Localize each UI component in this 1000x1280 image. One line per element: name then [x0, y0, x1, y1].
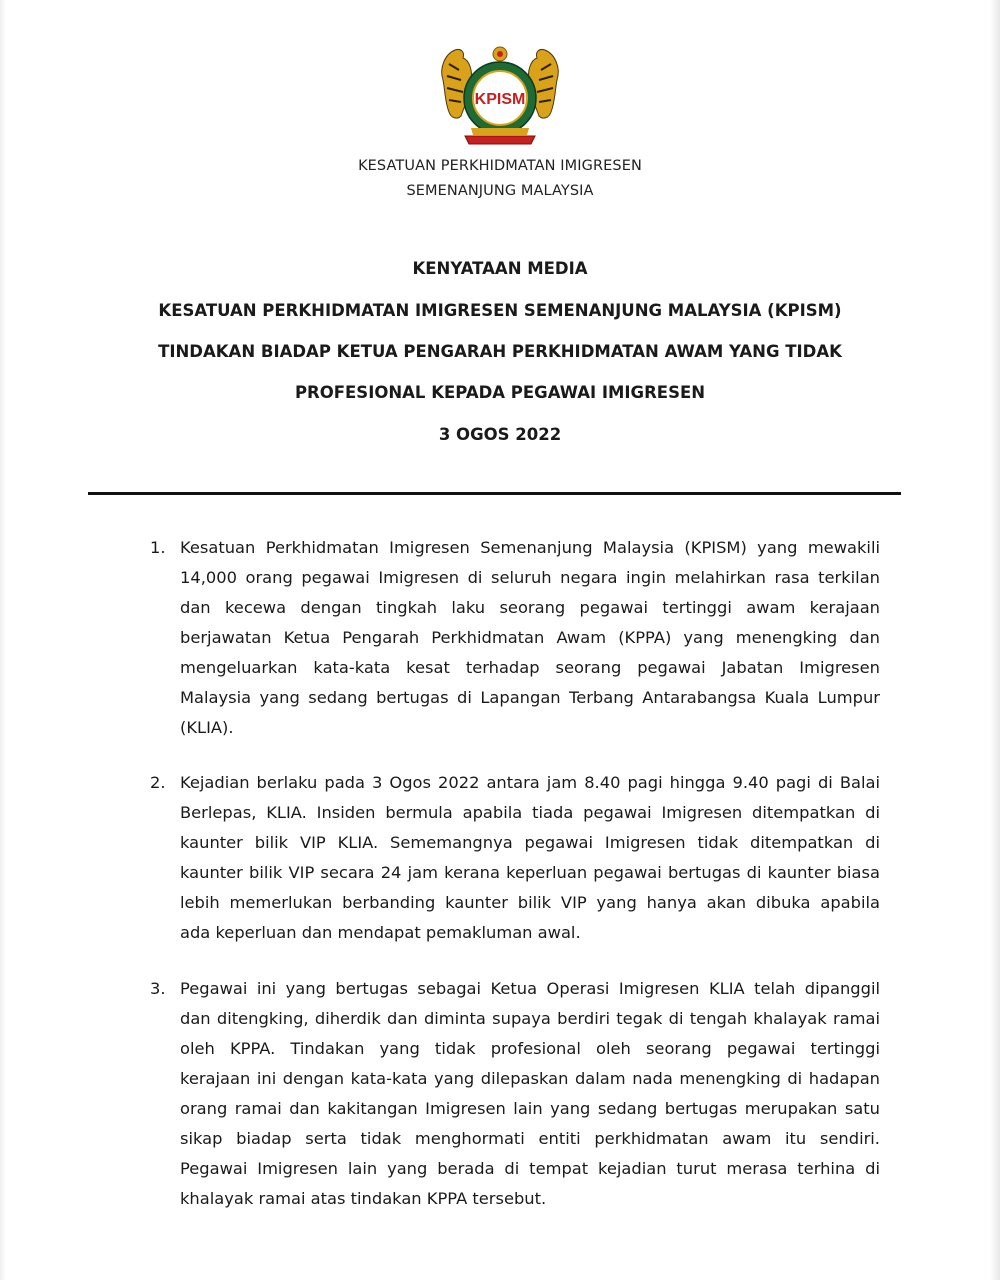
title-line-4: PROFESIONAL KEPADA PEGAWAI IMIGRESEN [294, 383, 706, 402]
paragraph-line: Pegawai ini yang bertugas sebagai Ketua Operasi Imigresen KLIA telah dipanggil [180, 979, 880, 998]
paragraph-number: 2. [150, 773, 166, 792]
paragraph-line: Kesatuan Perkhidmatan Imigresen Semenanjung Malaysia (KPISM) yang mewakili [180, 538, 880, 557]
document-type-title: KENYATAAN MEDIA [412, 259, 588, 278]
paragraph-line: (KLIA). [180, 718, 234, 737]
paragraph-line: dan ditengking, diherdik dan diminta supaya berdiri tegak di tengah khalayak ramai [180, 1009, 880, 1028]
paragraph-line: Berlepas, KLIA. Insiden bermula apabila tiada pegawai Imigresen ditempatkan di [180, 803, 880, 822]
paragraph-line: kerajaan ini dengan kata-kata yang dilepaskan dalam nada menengking di hadapan [180, 1069, 880, 1088]
org-name-line-1: KESATUAN PERKHIDMATAN IMIGRESEN [358, 158, 642, 174]
paragraph-number: 3. [150, 979, 166, 998]
paragraph-line: mengeluarkan kata-kata kesat terhadap seorang pegawai Jabatan Imigresen [180, 658, 880, 677]
paragraph-number: 1. [150, 538, 166, 557]
paragraph-line: orang ramai dan kakitangan Imigresen lain yang sedang bertugas merupakan satu [180, 1099, 880, 1118]
paragraph-line: berjawatan Ketua Pengarah Perkhidmatan Awam (KPPA) yang menengking dan [180, 628, 880, 647]
paragraph-line: oleh KPPA. Tindakan yang tidak profesional oleh seorang pegawai tertinggi [180, 1039, 880, 1058]
paragraph-line: kaunter bilik VIP secara 24 jam kerana keperluan pegawai bertugas di kaunter biasa [180, 863, 880, 882]
paragraph-line: dan kecewa dengan tingkah laku seorang pegawai tertinggi awam kerajaan [180, 598, 880, 617]
kpism-emblem-icon [435, 40, 565, 150]
title-line-2: KESATUAN PERKHIDMATAN IMIGRESEN SEMENANJUNG MALAYSIA (KPISM) [158, 301, 842, 320]
title-line-3: TINDAKAN BIADAP KETUA PENGARAH PERKHIDMATAN AWAM YANG TIDAK [158, 342, 842, 361]
kpism-logo [435, 40, 565, 150]
paragraph-line: kaunter bilik VIP KLIA. Sememangnya pegawai Imigresen tidak ditempatkan di [180, 833, 880, 852]
paragraph-line: lebih memerlukan berbanding kaunter bilik VIP yang hanya akan dibuka apabila [180, 893, 880, 912]
paragraph-line: Pegawai Imigresen lain yang berada di tempat kejadian turut merasa terhina di [180, 1159, 880, 1178]
paragraph-line: Kejadian berlaku pada 3 Ogos 2022 antara jam 8.40 pagi hingga 9.40 pagi di Balai [180, 773, 880, 792]
paragraph-line: khalayak ramai atas tindakan KPPA tersebut. [180, 1189, 547, 1208]
paragraph-line: ada keperluan dan mendapat pemakluman awal. [180, 923, 581, 942]
paragraph-line: Malaysia yang sedang bertugas di Lapangan Terbang Antarabangsa Kuala Lumpur [180, 688, 880, 707]
org-name-line-2: SEMENANJUNG MALAYSIA [406, 183, 594, 199]
paragraph-line: 14,000 orang pegawai Imigresen di seluruh negara ingin melahirkan rasa terkilan [180, 568, 880, 587]
paragraph-line: sikap biadap serta tidak menghormati entiti perkhidmatan awam itu sendiri. [180, 1129, 880, 1148]
header-divider [88, 492, 901, 495]
document-date: 3 OGOS 2022 [438, 425, 562, 444]
logo-text: KPISM [474, 91, 526, 108]
